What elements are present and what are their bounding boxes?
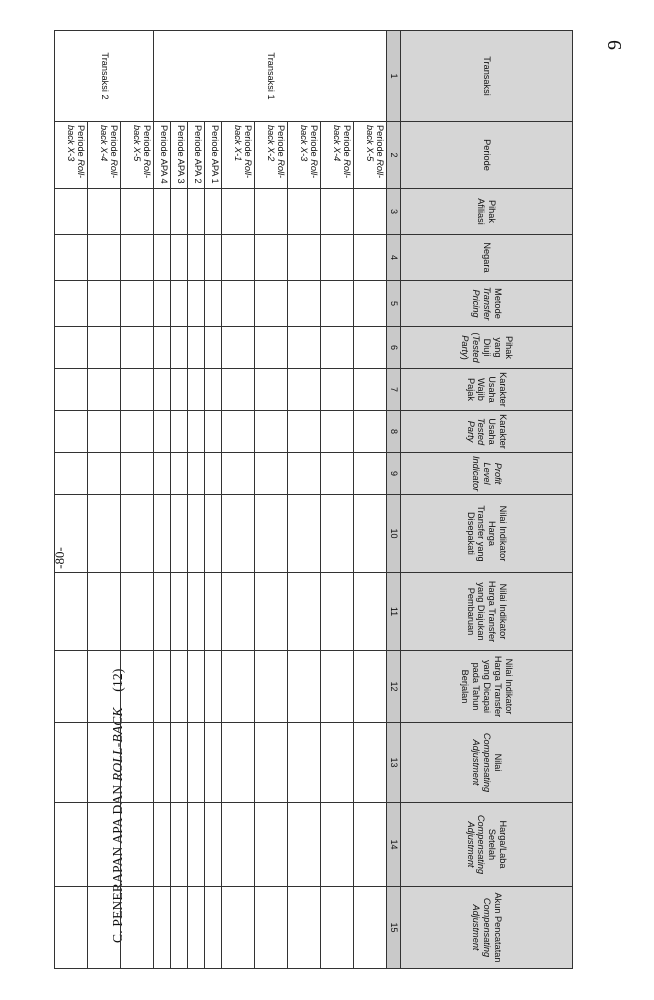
empty-cell — [288, 573, 321, 651]
column-number-10: 10 — [387, 495, 401, 573]
empty-cell — [255, 573, 288, 651]
column-header-13: Nilai Compensating Adjustment — [401, 723, 573, 803]
empty-cell — [222, 281, 255, 327]
empty-cell — [354, 235, 387, 281]
column-number-9: 9 — [387, 453, 401, 495]
empty-cell — [288, 369, 321, 411]
empty-cell — [205, 281, 222, 327]
empty-cell — [171, 411, 188, 453]
empty-cell — [255, 453, 288, 495]
column-header-12: Nilai Indikator Harga Transfer yang Dicapai pada Tahun Berjalan — [401, 651, 573, 723]
table-row — [205, 31, 222, 969]
empty-cell — [255, 803, 288, 887]
empty-cell — [55, 411, 88, 453]
column-number-5: 5 — [387, 281, 401, 327]
empty-cell — [88, 235, 121, 281]
empty-cell — [154, 281, 171, 327]
empty-cell — [354, 411, 387, 453]
empty-cell — [288, 803, 321, 887]
empty-cell — [288, 327, 321, 369]
empty-cell — [154, 453, 171, 495]
empty-cell — [171, 189, 188, 235]
empty-cell — [188, 651, 205, 723]
column-number-1: 1 — [387, 31, 401, 122]
empty-cell — [88, 887, 121, 969]
column-header-11: Nilai Indikator Harga Transfer yang Diajukan Pembaruan — [401, 573, 573, 651]
column-header-5: Metode Transfer Pricing — [401, 281, 573, 327]
empty-cell — [121, 887, 154, 969]
empty-cell — [288, 723, 321, 803]
table-row — [171, 31, 188, 969]
empty-cell — [321, 651, 354, 723]
table-row — [354, 31, 387, 969]
empty-cell — [88, 411, 121, 453]
empty-cell — [222, 453, 255, 495]
empty-cell — [88, 189, 121, 235]
period-cell: Periode Roll- back X-5 — [354, 122, 387, 189]
empty-cell — [121, 281, 154, 327]
empty-cell — [171, 887, 188, 969]
period-cell: Periode APA 1 — [205, 122, 222, 189]
empty-cell — [188, 369, 205, 411]
empty-cell — [88, 453, 121, 495]
empty-cell — [354, 803, 387, 887]
empty-cell — [121, 327, 154, 369]
section-note: (12) — [110, 668, 125, 692]
empty-cell — [321, 803, 354, 887]
column-header-15: Akun Pencatatan Compensating Adjustment — [401, 887, 573, 969]
empty-cell — [205, 723, 222, 803]
empty-cell — [321, 453, 354, 495]
empty-cell — [188, 327, 205, 369]
empty-cell — [154, 235, 171, 281]
empty-cell — [321, 327, 354, 369]
column-header-4: Negara — [401, 235, 573, 281]
empty-cell — [255, 723, 288, 803]
table-row — [88, 31, 121, 969]
empty-cell — [55, 327, 88, 369]
empty-cell — [171, 235, 188, 281]
empty-cell — [55, 495, 88, 573]
empty-cell — [222, 651, 255, 723]
empty-cell — [222, 495, 255, 573]
empty-cell — [121, 369, 154, 411]
empty-cell — [154, 189, 171, 235]
apa-rollback-table — [54, 30, 573, 969]
empty-cell — [188, 281, 205, 327]
empty-cell — [154, 495, 171, 573]
empty-cell — [55, 803, 88, 887]
empty-cell — [121, 453, 154, 495]
period-cell: Periode Roll- back X-2 — [255, 122, 288, 189]
empty-cell — [121, 651, 154, 723]
empty-cell — [55, 235, 88, 281]
handwritten-page-mark: 9 — [604, 40, 626, 50]
column-number-14: 14 — [387, 803, 401, 887]
header-row — [401, 31, 573, 969]
empty-cell — [171, 803, 188, 887]
empty-cell — [88, 495, 121, 573]
empty-cell — [205, 369, 222, 411]
column-header-9: Profit Level Indicator — [401, 453, 573, 495]
column-header-3: Pihak Afiliasi — [401, 189, 573, 235]
column-header-6: Pihak yang Diuji (Tested Party) — [401, 327, 573, 369]
empty-cell — [321, 887, 354, 969]
empty-cell — [222, 803, 255, 887]
period-cell: Periode Roll- back X-3 — [288, 122, 321, 189]
empty-cell — [354, 887, 387, 969]
period-cell: Periode Roll- back X-4 — [88, 122, 121, 189]
empty-cell — [255, 369, 288, 411]
empty-cell — [171, 723, 188, 803]
empty-cell — [222, 573, 255, 651]
empty-cell — [154, 803, 171, 887]
empty-cell — [171, 281, 188, 327]
empty-cell — [55, 723, 88, 803]
empty-cell — [321, 495, 354, 573]
empty-cell — [171, 369, 188, 411]
table-row — [255, 31, 288, 969]
empty-cell — [121, 495, 154, 573]
empty-cell — [255, 281, 288, 327]
empty-cell — [288, 411, 321, 453]
period-cell: Periode Roll- back X-4 — [321, 122, 354, 189]
period-cell: Periode APA 2 — [188, 122, 205, 189]
empty-cell — [222, 723, 255, 803]
empty-cell — [154, 887, 171, 969]
table-row — [188, 31, 205, 969]
column-number-12: 12 — [387, 651, 401, 723]
empty-cell — [55, 369, 88, 411]
empty-cell — [121, 235, 154, 281]
empty-cell — [321, 573, 354, 651]
period-cell: Periode Roll- back X-5 — [121, 122, 154, 189]
empty-cell — [288, 189, 321, 235]
column-number-7: 7 — [387, 369, 401, 411]
empty-cell — [354, 369, 387, 411]
period-cell: Periode APA 4 — [154, 122, 171, 189]
empty-cell — [55, 651, 88, 723]
column-number-11: 11 — [387, 573, 401, 651]
transaction-label: Transaksi 2 — [55, 31, 154, 122]
empty-cell — [222, 411, 255, 453]
column-header-2: Periode — [401, 122, 573, 189]
empty-cell — [188, 495, 205, 573]
column-header-10: Nilai Indikator Harga Transfer yang Disepakati — [401, 495, 573, 573]
empty-cell — [222, 189, 255, 235]
empty-cell — [354, 723, 387, 803]
empty-cell — [121, 723, 154, 803]
empty-cell — [205, 573, 222, 651]
column-number-13: 13 — [387, 723, 401, 803]
empty-cell — [154, 723, 171, 803]
empty-cell — [88, 723, 121, 803]
column-number-row — [387, 31, 401, 969]
empty-cell — [188, 453, 205, 495]
table-body — [55, 31, 387, 969]
empty-cell — [171, 651, 188, 723]
empty-cell — [255, 887, 288, 969]
empty-cell — [205, 453, 222, 495]
section-prefix: C. — [110, 930, 125, 943]
column-number-6: 6 — [387, 327, 401, 369]
period-cell: Periode Roll- back X-3 — [55, 122, 88, 189]
column-number-8: 8 — [387, 411, 401, 453]
empty-cell — [121, 573, 154, 651]
empty-cell — [354, 281, 387, 327]
table-row — [222, 31, 255, 969]
empty-cell — [288, 235, 321, 281]
empty-cell — [288, 281, 321, 327]
empty-cell — [205, 887, 222, 969]
column-number-4: 4 — [387, 235, 401, 281]
empty-cell — [121, 189, 154, 235]
period-cell: Periode Roll- back X-1 — [222, 122, 255, 189]
empty-cell — [321, 411, 354, 453]
empty-cell — [255, 189, 288, 235]
empty-cell — [171, 327, 188, 369]
empty-cell — [321, 235, 354, 281]
table-row — [121, 31, 154, 969]
empty-cell — [121, 411, 154, 453]
empty-cell — [88, 803, 121, 887]
section-title-roman: PENERAPAN APA DAN — [110, 784, 125, 927]
empty-cell — [188, 803, 205, 887]
table-row — [288, 31, 321, 969]
empty-cell — [188, 189, 205, 235]
column-header-8: Karakter Usaha Tested Party — [401, 411, 573, 453]
empty-cell — [171, 495, 188, 573]
empty-cell — [88, 651, 121, 723]
empty-cell — [255, 651, 288, 723]
empty-cell — [188, 235, 205, 281]
empty-cell — [255, 495, 288, 573]
empty-cell — [222, 887, 255, 969]
empty-cell — [255, 327, 288, 369]
table-row — [321, 31, 354, 969]
empty-cell — [188, 411, 205, 453]
empty-cell — [188, 723, 205, 803]
empty-cell — [288, 453, 321, 495]
empty-cell — [154, 411, 171, 453]
empty-cell — [88, 281, 121, 327]
empty-cell — [354, 453, 387, 495]
table-row — [154, 31, 171, 969]
empty-cell — [255, 235, 288, 281]
empty-cell — [205, 235, 222, 281]
empty-cell — [55, 281, 88, 327]
empty-cell — [354, 327, 387, 369]
empty-cell — [55, 189, 88, 235]
empty-cell — [121, 803, 154, 887]
empty-cell — [205, 327, 222, 369]
empty-cell — [288, 495, 321, 573]
empty-cell — [188, 573, 205, 651]
empty-cell — [321, 189, 354, 235]
empty-cell — [354, 651, 387, 723]
empty-cell — [154, 651, 171, 723]
empty-cell — [154, 327, 171, 369]
empty-cell — [55, 887, 88, 969]
page-number: -80- — [52, 547, 67, 569]
empty-cell — [55, 453, 88, 495]
period-cell: Periode APA 3 — [171, 122, 188, 189]
empty-cell — [88, 573, 121, 651]
empty-cell — [354, 573, 387, 651]
empty-cell — [154, 369, 171, 411]
empty-cell — [171, 453, 188, 495]
empty-cell — [288, 887, 321, 969]
empty-cell — [205, 495, 222, 573]
column-header-1: Transaksi — [401, 31, 573, 122]
section-title-italic: ROLL-BACK — [110, 707, 125, 782]
empty-cell — [222, 235, 255, 281]
empty-cell — [354, 189, 387, 235]
empty-cell — [354, 495, 387, 573]
column-number-2: 2 — [387, 122, 401, 189]
column-header-14: Harga/Laba Setelah Compensating Adjustment — [401, 803, 573, 887]
empty-cell — [321, 369, 354, 411]
table-row — [55, 31, 88, 969]
empty-cell — [255, 411, 288, 453]
empty-cell — [154, 573, 171, 651]
empty-cell — [222, 369, 255, 411]
empty-cell — [188, 887, 205, 969]
column-number-3: 3 — [387, 189, 401, 235]
empty-cell — [321, 723, 354, 803]
empty-cell — [222, 327, 255, 369]
transaction-label: Transaksi 1 — [154, 31, 387, 122]
empty-cell — [171, 573, 188, 651]
empty-cell — [205, 411, 222, 453]
column-number-15: 15 — [387, 887, 401, 969]
column-header-7: Karakter Usaha Wajib Pajak — [401, 369, 573, 411]
empty-cell — [55, 573, 88, 651]
empty-cell — [88, 327, 121, 369]
empty-cell — [88, 369, 121, 411]
empty-cell — [205, 651, 222, 723]
empty-cell — [205, 189, 222, 235]
empty-cell — [288, 651, 321, 723]
empty-cell — [205, 803, 222, 887]
empty-cell — [321, 281, 354, 327]
